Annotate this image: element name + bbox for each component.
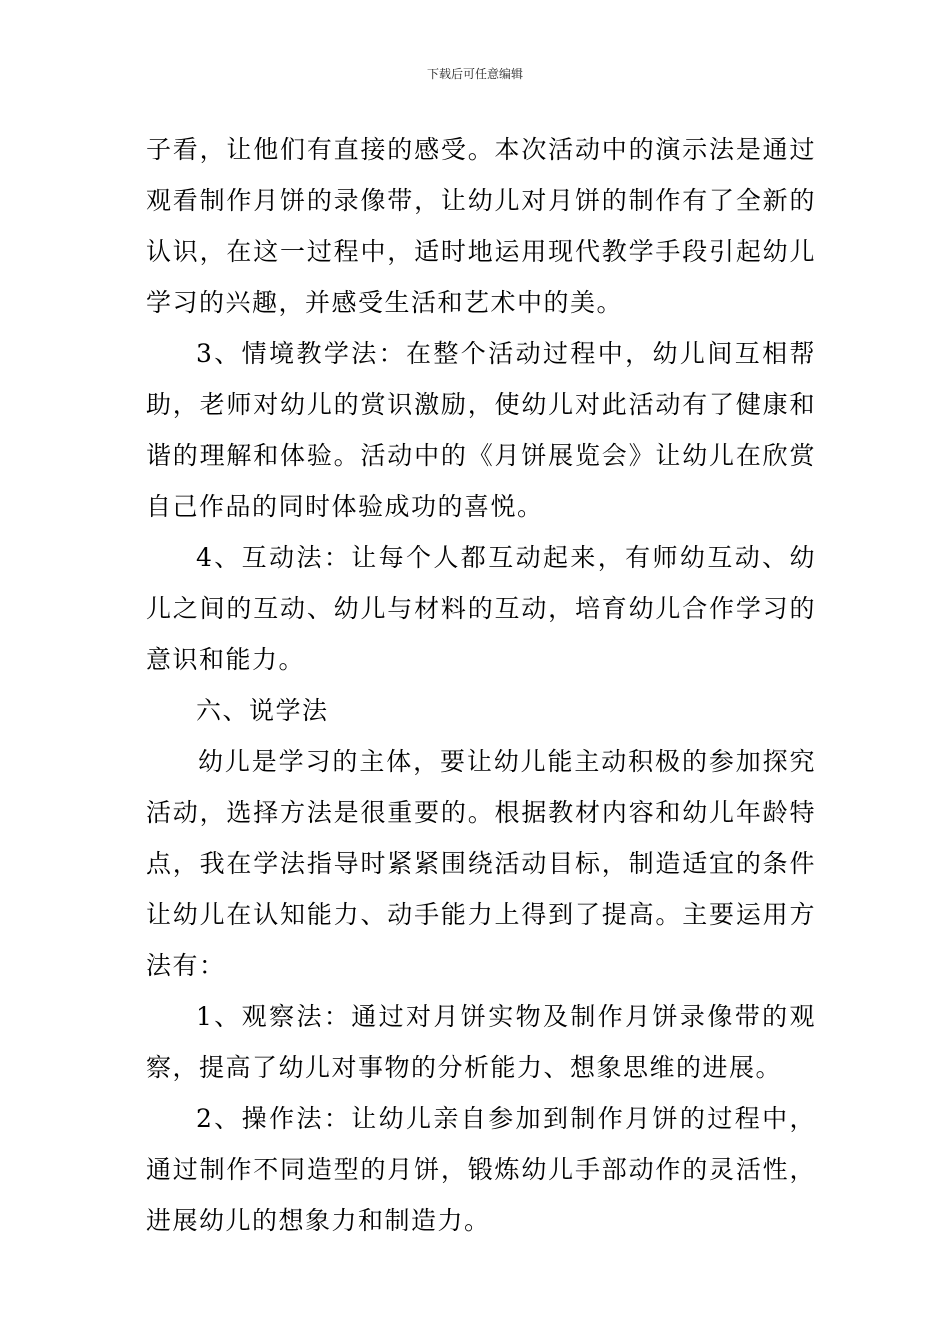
paragraph-learning-intro: 幼儿是学习的主体，要让幼儿能主动积极的参加探究活动，选择方法是很重要的。根据教材内容和幼儿年龄特点，我在学法指导时紧紧围绕活动目标，制造适宜的条件让幼儿在认知能力、动手能力上得到了提高。主要运用方法有： (146, 747, 816, 980)
page-header: 下载后可任意编辑 (426, 67, 523, 81)
paragraph-method-3: 3、情境教学法：在整个活动过程中，幼儿间互相帮助，老师对幼儿的赏识激励，使幼儿对此活动有了健康和谐的理解和体验。活动中的《月饼展览会》让幼儿在欣赏自己作品的同时体验成功的喜悦。 (146, 339, 816, 521)
paragraph-method-4: 4、互动法：让每个人都互动起来，有师幼互动、幼儿之间的互动、幼儿与材料的互动，培育幼儿合作学习的意识和能力。 (146, 543, 816, 674)
paragraph-learning-1: 1、观察法：通过对月饼实物及制作月饼录像带的观察，提高了幼儿对事物的分析能力、想象思维的进展。 (146, 1002, 816, 1082)
section-heading: 六、说学法 (196, 696, 329, 725)
paragraph-continuation: 子看，让他们有直接的感受。本次活动中的演示法是通过观看制作月饼的录像带，让幼儿对月饼的制作有了全新的认识，在这一过程中，适时地运用现代教学手段引起幼儿学习的兴趣，并感受生活和艺术中的美。 (146, 135, 816, 317)
document-body (146, 124, 816, 1246)
paragraph-learning-2: 2、操作法：让幼儿亲自参加到制作月饼的过程中，通过制作不同造型的月饼，锻炼幼儿手部动作的灵活性，进展幼儿的想象力和制造力。 (146, 1104, 816, 1235)
